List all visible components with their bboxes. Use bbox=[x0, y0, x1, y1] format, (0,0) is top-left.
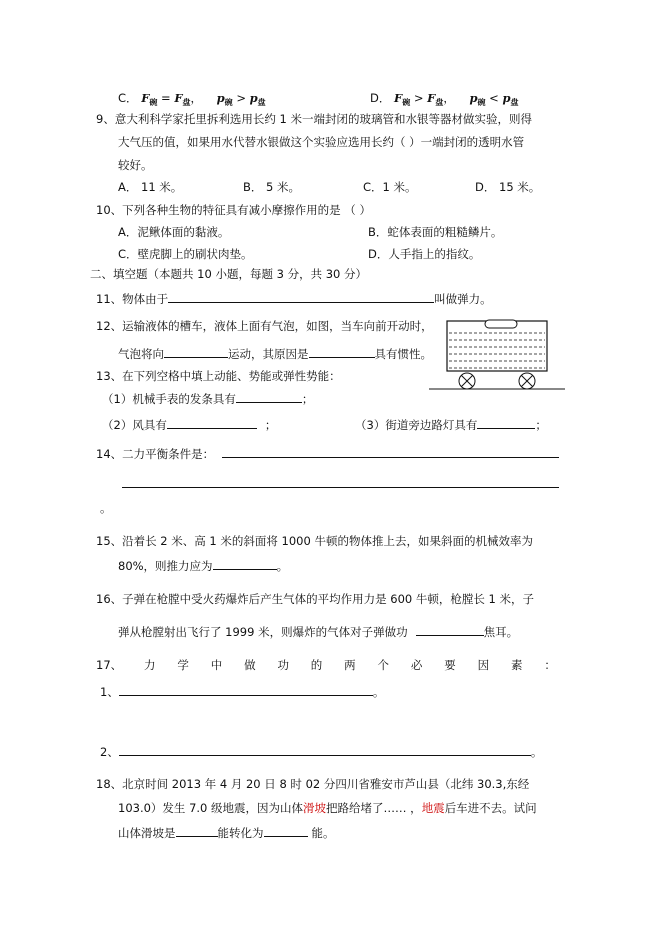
q17-blank-2[interactable] bbox=[119, 743, 531, 756]
q10-stem: 10、下列各种生物的特征具有减小摩擦作用的是 （ ） bbox=[96, 203, 371, 217]
q17-stem bbox=[96, 657, 556, 673]
f-bowl: $F_碗$ bbox=[394, 91, 411, 107]
q17-char: 素 bbox=[510, 658, 523, 672]
punct: 。 bbox=[276, 559, 289, 573]
q18-blank-2[interactable] bbox=[264, 824, 308, 837]
q16-line-2 bbox=[118, 623, 518, 640]
q15-text: 80%，则推力应为 bbox=[118, 559, 213, 573]
q10-option-d: D．人手指上的指纹。 bbox=[368, 247, 481, 261]
liquid-lines bbox=[449, 333, 545, 368]
q12-text-a: 气泡将向 bbox=[118, 347, 164, 361]
p-bowl: $p_碗$ bbox=[216, 91, 233, 107]
q18-line-3 bbox=[118, 824, 335, 841]
p-plate: $p_盘$ bbox=[249, 91, 266, 107]
q18-text-d: 山体滑坡是 bbox=[118, 826, 176, 840]
q17-char: ： bbox=[544, 658, 556, 672]
q13-item-2 bbox=[102, 416, 276, 433]
q17-char: 17、 bbox=[96, 658, 123, 672]
q11 bbox=[96, 290, 492, 307]
q13-blank-3[interactable] bbox=[477, 416, 535, 429]
q10-option-a: A．泥鳅体面的黏液。 bbox=[118, 225, 230, 239]
p-bowl: $p_碗$ bbox=[469, 91, 486, 107]
q11-pre: 11、物体由于 bbox=[96, 292, 169, 306]
wheel-right bbox=[519, 373, 535, 389]
q9-option-d: D． 15 米。 bbox=[475, 180, 541, 194]
option-label: C． bbox=[118, 91, 138, 105]
q12-line-1: 12、运输液体的槽车，液体上面有气泡，如图，当车向前开动时， bbox=[96, 319, 433, 333]
q16-line-1: 16、子弹在枪膛中受火药爆炸后产生气体的平均作用力是 600 牛顿，枪膛长 1 米，子 bbox=[96, 592, 535, 606]
q18-line-1: 18、北京时间 2013 年 4 月 20 日 8 时 02 分四川省雅安市芦山县（北纬 30.3,东经 bbox=[96, 777, 530, 791]
q12-text-c: 具有惯性。 bbox=[374, 347, 432, 361]
q13-stem: 13、在下列空格中填上动能、势能或弹性势能： bbox=[96, 369, 341, 383]
q17-item-1-label: 1、 bbox=[100, 685, 119, 699]
p-plate: $p_盘$ bbox=[502, 91, 519, 107]
q18-line-2 bbox=[118, 800, 537, 816]
q15-line-1: 15、沿着长 2 米、高 1 米的斜面将 1000 牛顿的物体推上去，如果斜面的机械效率为 bbox=[96, 534, 533, 548]
punct: ； bbox=[301, 392, 314, 406]
q14-blank-2[interactable] bbox=[122, 487, 559, 488]
q8-option-c bbox=[118, 90, 266, 110]
q11-post: 叫做弹力。 bbox=[434, 292, 492, 306]
tank-car-figure bbox=[425, 315, 570, 395]
q13-blank-2[interactable] bbox=[167, 416, 257, 429]
q17-char: 做 bbox=[244, 658, 256, 672]
q18-highlight-landslide: 滑坡 bbox=[303, 801, 327, 815]
q15-blank[interactable] bbox=[213, 557, 277, 570]
q17-char: 因 bbox=[477, 658, 490, 672]
q16-text: 弹从枪膛射出飞行了 1999 米，则爆炸的气体对子弹做功 bbox=[118, 625, 408, 639]
q17-char: 力 bbox=[144, 658, 156, 672]
q17-char: 要 bbox=[444, 658, 456, 672]
q12-blank-1[interactable] bbox=[164, 345, 228, 358]
q16-unit: 焦耳。 bbox=[483, 625, 519, 639]
q13-item-3 bbox=[355, 416, 547, 433]
q10-option-b: B．蛇体表面的粗糙鳞片。 bbox=[368, 225, 503, 239]
q17-item-2 bbox=[100, 743, 542, 760]
punct: 。 bbox=[530, 745, 543, 759]
relation: > bbox=[413, 91, 424, 105]
f-bowl: $F_碗$ bbox=[141, 91, 158, 107]
punct: 。 bbox=[372, 685, 385, 699]
f-plate: $F_盘$ bbox=[427, 91, 444, 107]
punct: ； bbox=[264, 418, 277, 432]
q9-line-1: 9、意大利科学家托里拆利选用长约 1 米一端封闭的玻璃管和水银等器材做实验，则得 bbox=[96, 112, 532, 126]
q9-option-b: B． 5 米。 bbox=[243, 180, 301, 194]
q17-char: 中 bbox=[210, 658, 223, 672]
relation: < bbox=[489, 91, 499, 105]
q9-line-2: 大气压的值，如果用水代替水银做这个实验应选用长约（ ）一端封闭的透明水管 bbox=[118, 135, 525, 149]
air-bubble bbox=[485, 320, 517, 328]
q18-text-f: 能。 bbox=[311, 826, 335, 840]
q13-item-1-text: （1）机械手表的发条具有 bbox=[102, 392, 236, 406]
punct: ； bbox=[535, 418, 547, 432]
section-2-title: 二、填空题（本题共 10 小题，每题 3 分，共 30 分） bbox=[90, 267, 368, 281]
q9-line-3: 较好。 bbox=[118, 158, 153, 172]
q17-blank-1[interactable] bbox=[119, 683, 373, 696]
sep: ， bbox=[443, 91, 455, 105]
q17-char: 的 bbox=[310, 658, 323, 672]
q9-option-c: C．1 米。 bbox=[363, 180, 417, 194]
q17-item-2-label: 2、 bbox=[100, 745, 119, 759]
relation: = bbox=[161, 91, 171, 105]
q12-text-b: 运动，其原因是 bbox=[228, 347, 309, 361]
sep: ， bbox=[190, 91, 202, 105]
q17-char: 个 bbox=[377, 658, 390, 672]
q13-item-1 bbox=[102, 390, 313, 407]
q9-option-a: A． 11 米。 bbox=[118, 180, 183, 194]
q18-highlight-earthquake: 地震 bbox=[421, 801, 445, 815]
q18-text-e: 能转化为 bbox=[217, 826, 264, 840]
q17-char: 学 bbox=[177, 658, 189, 672]
q18-blank-1[interactable] bbox=[176, 824, 218, 837]
q14-blank-1[interactable] bbox=[222, 457, 559, 458]
q12-blank-2[interactable] bbox=[309, 345, 375, 358]
q17-char: 两 bbox=[344, 658, 356, 672]
q10-option-c: C．壁虎脚上的刷状肉垫。 bbox=[118, 247, 253, 261]
q14-end: 。 bbox=[100, 501, 112, 515]
relation: > bbox=[236, 91, 246, 105]
q18-text-c: 后车进不去。试问 bbox=[444, 801, 537, 815]
q17-char: 必 bbox=[410, 658, 423, 672]
q13-item-3-text: （3）街道旁边路灯具有 bbox=[355, 418, 478, 432]
q8-option-d bbox=[370, 90, 518, 110]
wheel-left bbox=[459, 373, 475, 389]
q17-item-1 bbox=[100, 683, 384, 700]
q11-blank[interactable] bbox=[168, 290, 434, 303]
q16-blank[interactable] bbox=[416, 623, 484, 636]
q17-char: 功 bbox=[277, 658, 289, 672]
q18-text-a: 103.0）发生 7.0 级地震，因为山体 bbox=[118, 801, 304, 815]
f-plate: $F_盘$ bbox=[174, 91, 191, 107]
q18-text-b: 把路给堵了…… ， bbox=[326, 801, 422, 815]
q15-line-2 bbox=[118, 557, 288, 574]
q13-item-2-text: （2）风具有 bbox=[102, 418, 167, 432]
q13-blank-1[interactable] bbox=[236, 390, 302, 403]
option-label: D． bbox=[370, 91, 391, 105]
q12-line-2 bbox=[118, 345, 432, 362]
q14-stem: 14、二力平衡条件是： bbox=[96, 447, 215, 461]
